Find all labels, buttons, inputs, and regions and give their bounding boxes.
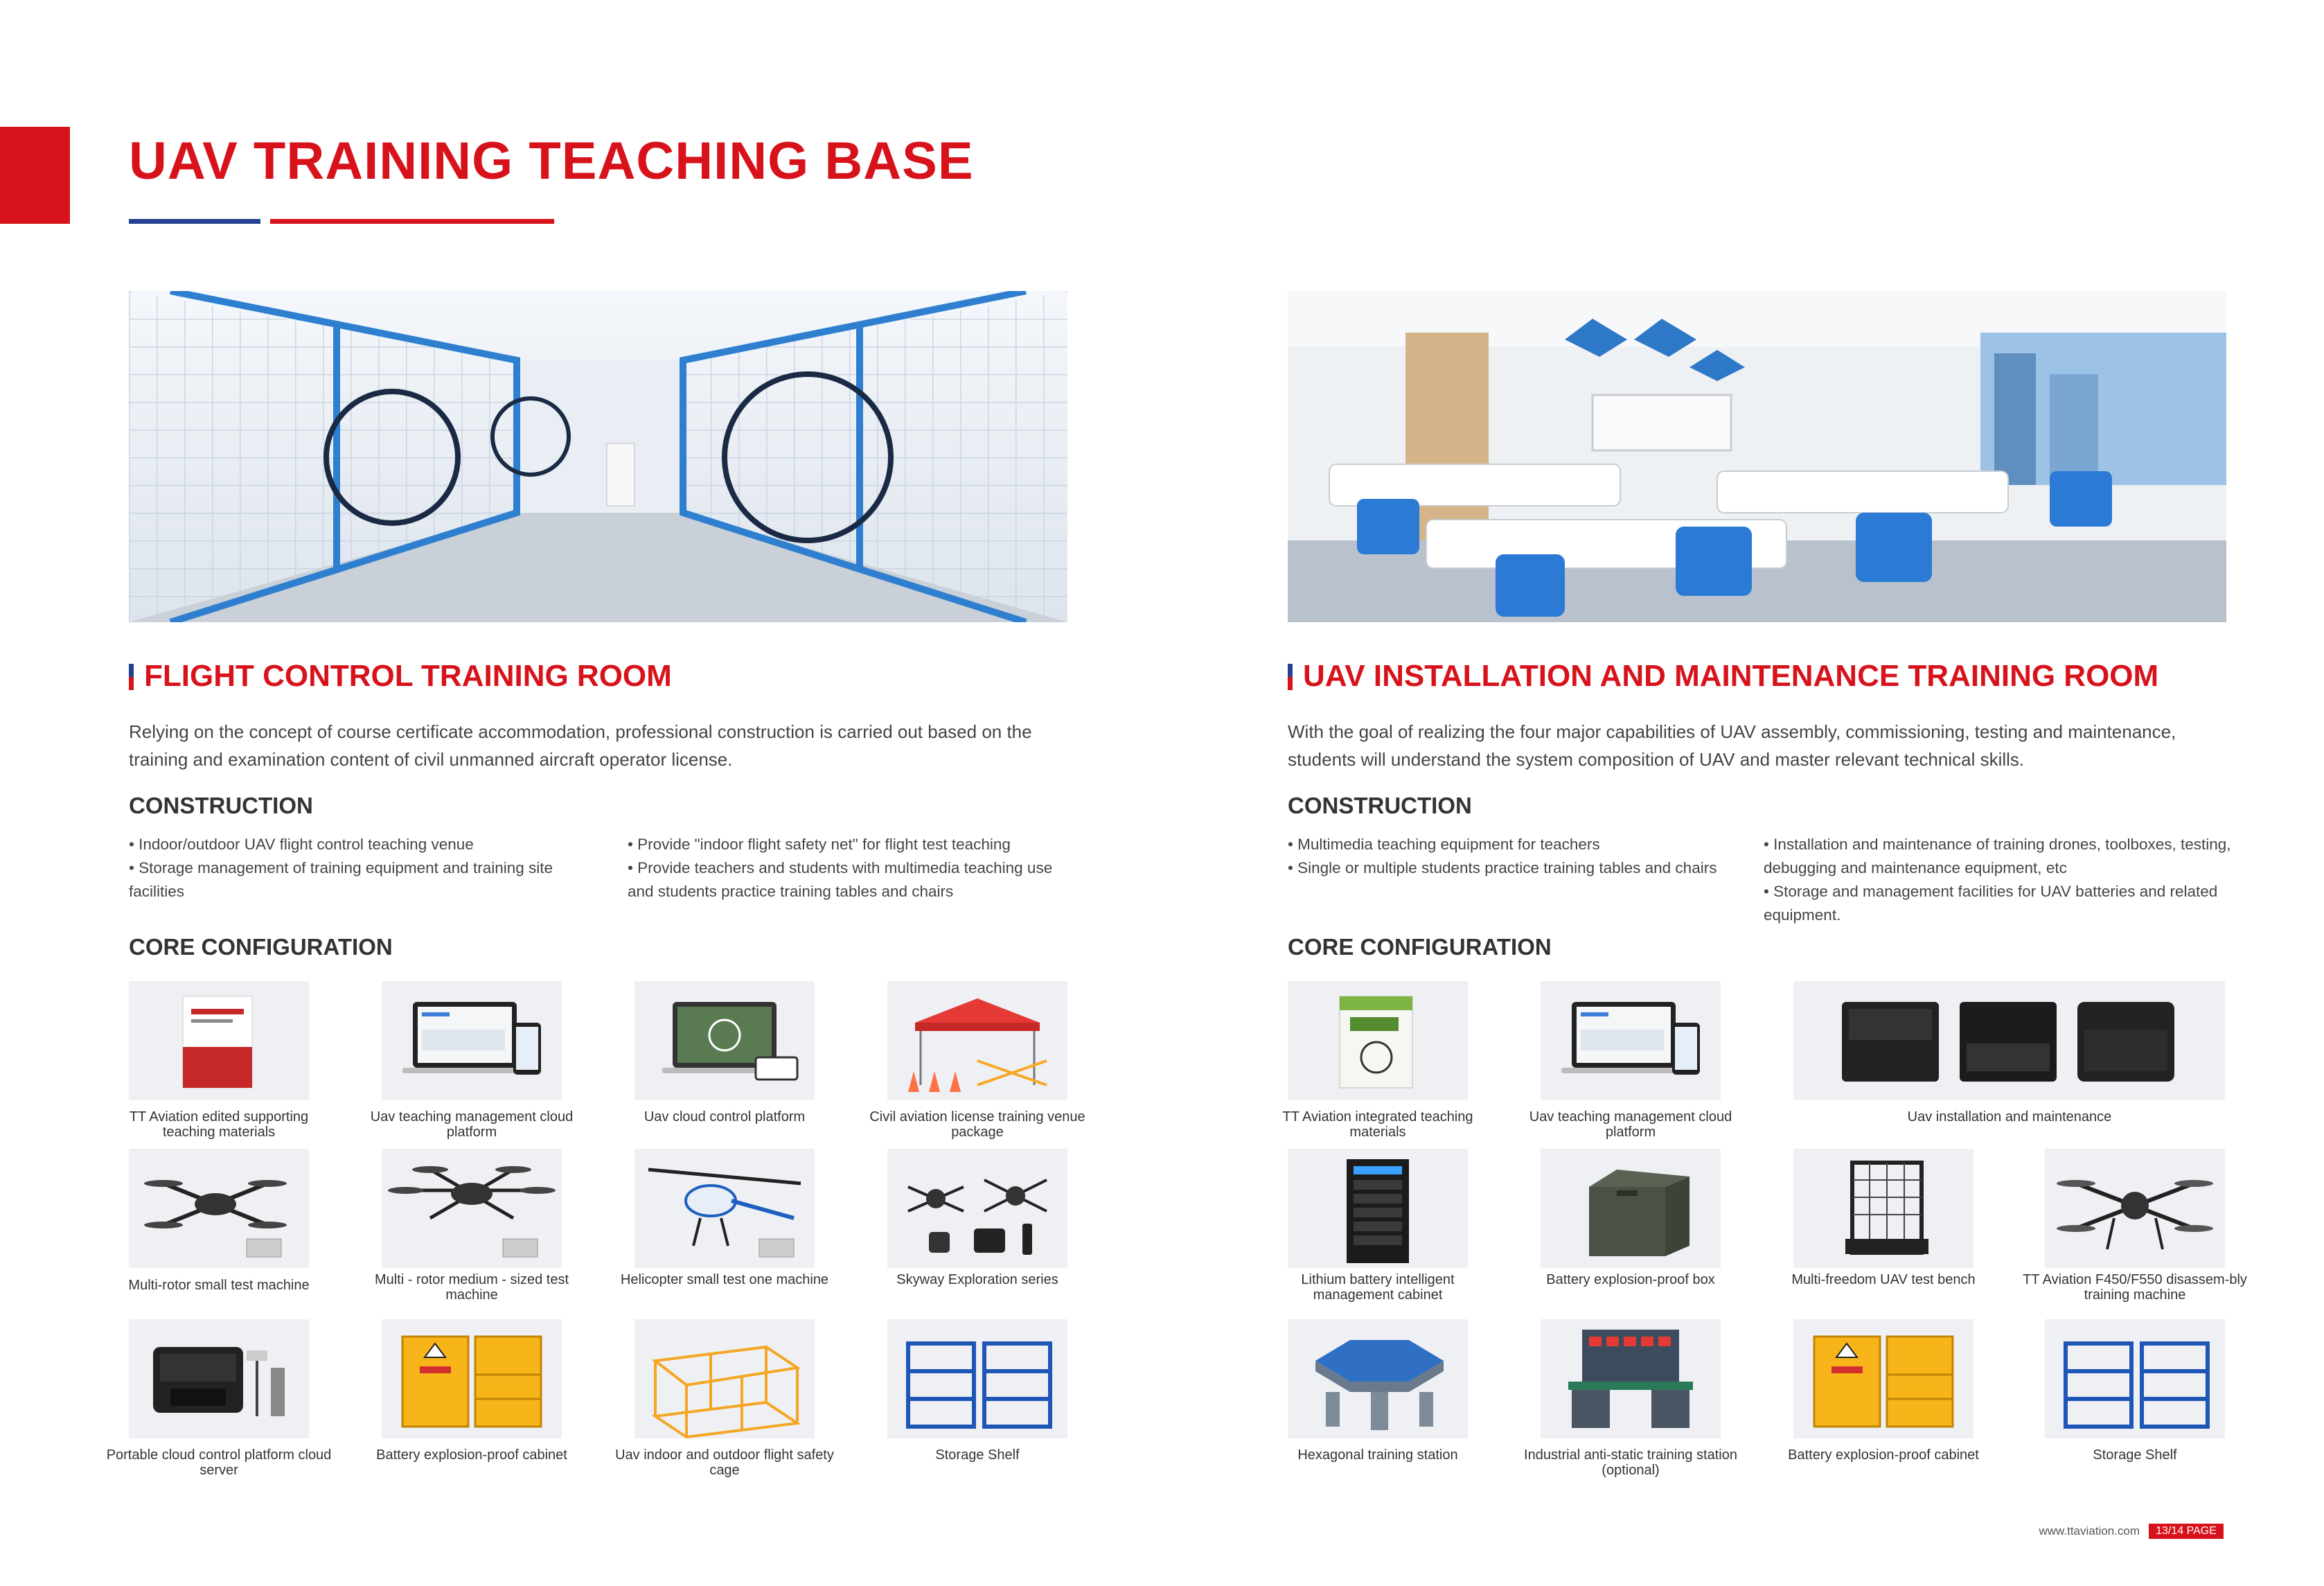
explosion-proof-box-image: [1541, 1149, 1721, 1268]
multi-freedom-test-bench-image: [1793, 1149, 1973, 1268]
item-caption: Multi-rotor small test machine: [128, 1278, 310, 1293]
item-caption: TT Aviation F450/F550 disassem-bly training machine: [2023, 1272, 2247, 1303]
item-caption: Storage Shelf: [2093, 1447, 2177, 1463]
installation-maintenance-kit-image: [1793, 981, 2225, 1100]
flight-control-description: Relying on the concept of course certificate accommodation, professional construction is carried out based on the training and examination content of civil unmanned aircraft operator license.: [129, 721, 1032, 770]
item-caption: Storage Shelf: [935, 1447, 1020, 1463]
item-caption: Skyway Exploration series: [896, 1272, 1058, 1287]
hexagonal-training-station-image: [1288, 1319, 1468, 1438]
item-caption: Battery explosion-proof cabinet: [1788, 1447, 1979, 1463]
teaching-cloud-platform-image: [1541, 981, 1721, 1100]
item-caption: Uav teaching management cloud platform: [370, 1109, 574, 1140]
installation-section-title: [1288, 657, 2158, 696]
right-construction-col1: [1288, 833, 1731, 880]
item-caption: Lithium battery intelligent management cabinet: [1301, 1272, 1455, 1303]
page-number-badge: 13/14 PAGE: [2149, 1524, 2224, 1539]
title-underline-blue: [129, 219, 260, 224]
left-construction-col2: [628, 833, 1071, 904]
f450-f550-training-machine-image: [2045, 1149, 2225, 1268]
bullet-item: • Storage management of training equipment and training site facilities: [129, 859, 553, 900]
page-title: UAV TRAINING TEACHING BASE: [129, 132, 974, 191]
right-core-heading: CORE CONFIGURATION: [1288, 934, 1552, 960]
item-caption: Civil aviation license training venue package: [869, 1109, 1085, 1140]
anti-static-station-image: [1541, 1319, 1721, 1438]
skyway-exploration-image: [887, 1149, 1067, 1268]
flight-control-section-title: [129, 657, 672, 696]
bullet-item: • Storage and management facilities for UAV batteries and related equipment.: [1764, 883, 2218, 924]
helicopter-test-machine-image: [635, 1149, 815, 1268]
right-construction-heading: CONSTRUCTION: [1288, 793, 1472, 818]
battery-cabinet-image: [382, 1319, 562, 1438]
section-title-text: FLIGHT CONTROL TRAINING ROOM: [144, 659, 672, 693]
bullet-item: • Installation and maintenance of training drones, toolboxes, testing, debugging and maintenance equipment, etc: [1764, 836, 2231, 876]
item-caption: Helicopter small test one machine: [620, 1272, 829, 1287]
bullet-item: • Indoor/outdoor UAV flight control teaching venue: [129, 836, 474, 853]
item-caption: TT Aviation edited supporting teaching materials: [129, 1109, 309, 1140]
item-caption: Battery explosion-proof box: [1546, 1272, 1715, 1287]
item-caption: TT Aviation integrated teaching materials: [1282, 1109, 1473, 1140]
bullet-item: • Provide teachers and students with multimedia teaching use and students practice training tables and chairs: [628, 859, 1053, 900]
small-multirotor-image: [129, 1149, 309, 1268]
item-caption: Portable cloud control platform cloud server: [106, 1447, 332, 1478]
title-underline-red: [270, 219, 554, 224]
left-core-heading: CORE CONFIGURATION: [129, 934, 393, 960]
teaching-cloud-platform-image: [382, 981, 562, 1100]
bullet-item: • Multimedia teaching equipment for teachers: [1288, 836, 1600, 853]
cloud-control-platform-image: [635, 981, 815, 1100]
flight-safety-cage-image: [635, 1319, 815, 1438]
item-caption: Uav indoor and outdoor flight safety cage: [615, 1447, 834, 1478]
installation-description: With the goal of realizing the four major capabilities of UAV assembly, commissioning, testing and maintenance, students will understand the system composition of UAV and master relevant technical skills.: [1288, 721, 2176, 770]
bullet-item: • Single or multiple students practice training tables and chairs: [1288, 859, 1717, 876]
portable-cloud-server-image: [129, 1319, 309, 1438]
item-caption: Battery explosion-proof cabinet: [376, 1447, 567, 1463]
red-corner-block: [0, 127, 70, 224]
installation-room-photo: [1288, 291, 2226, 622]
right-construction-col2: [1764, 833, 2235, 927]
license-venue-package-image: [887, 981, 1067, 1100]
item-caption: Multi-freedom UAV test bench: [1791, 1272, 1976, 1287]
storage-shelf-image: [887, 1319, 1067, 1438]
section-marker: [1288, 664, 1293, 690]
item-caption: Uav installation and maintenance: [1907, 1109, 2112, 1125]
left-construction-col1: [129, 833, 572, 904]
item-caption: Industrial anti-static training station (optional): [1524, 1447, 1737, 1478]
section-title-text: UAV INSTALLATION AND MAINTENANCE TRAINING ROOM: [1303, 659, 2159, 693]
battery-management-cabinet-image: [1288, 1149, 1468, 1268]
integrated-materials-book-image: [1288, 981, 1468, 1100]
storage-shelf-image: [2045, 1319, 2225, 1438]
item-caption: Uav teaching management cloud platform: [1529, 1109, 1732, 1140]
flight-control-room-photo: [129, 291, 1067, 622]
item-caption: Multi - rotor medium - sized test machine: [374, 1272, 569, 1303]
teaching-materials-book-image: [129, 981, 309, 1100]
left-construction-heading: CONSTRUCTION: [129, 793, 313, 818]
section-marker: [129, 664, 134, 690]
medium-multirotor-image: [382, 1149, 562, 1268]
item-caption: Uav cloud control platform: [644, 1109, 806, 1125]
item-caption: Hexagonal training station: [1297, 1447, 1458, 1463]
footer-website-link[interactable]: www.ttaviation.com: [2039, 1524, 2140, 1537]
battery-cabinet-image: [1793, 1319, 1973, 1438]
bullet-item: • Provide "indoor flight safety net" for flight test teaching: [628, 836, 1011, 853]
